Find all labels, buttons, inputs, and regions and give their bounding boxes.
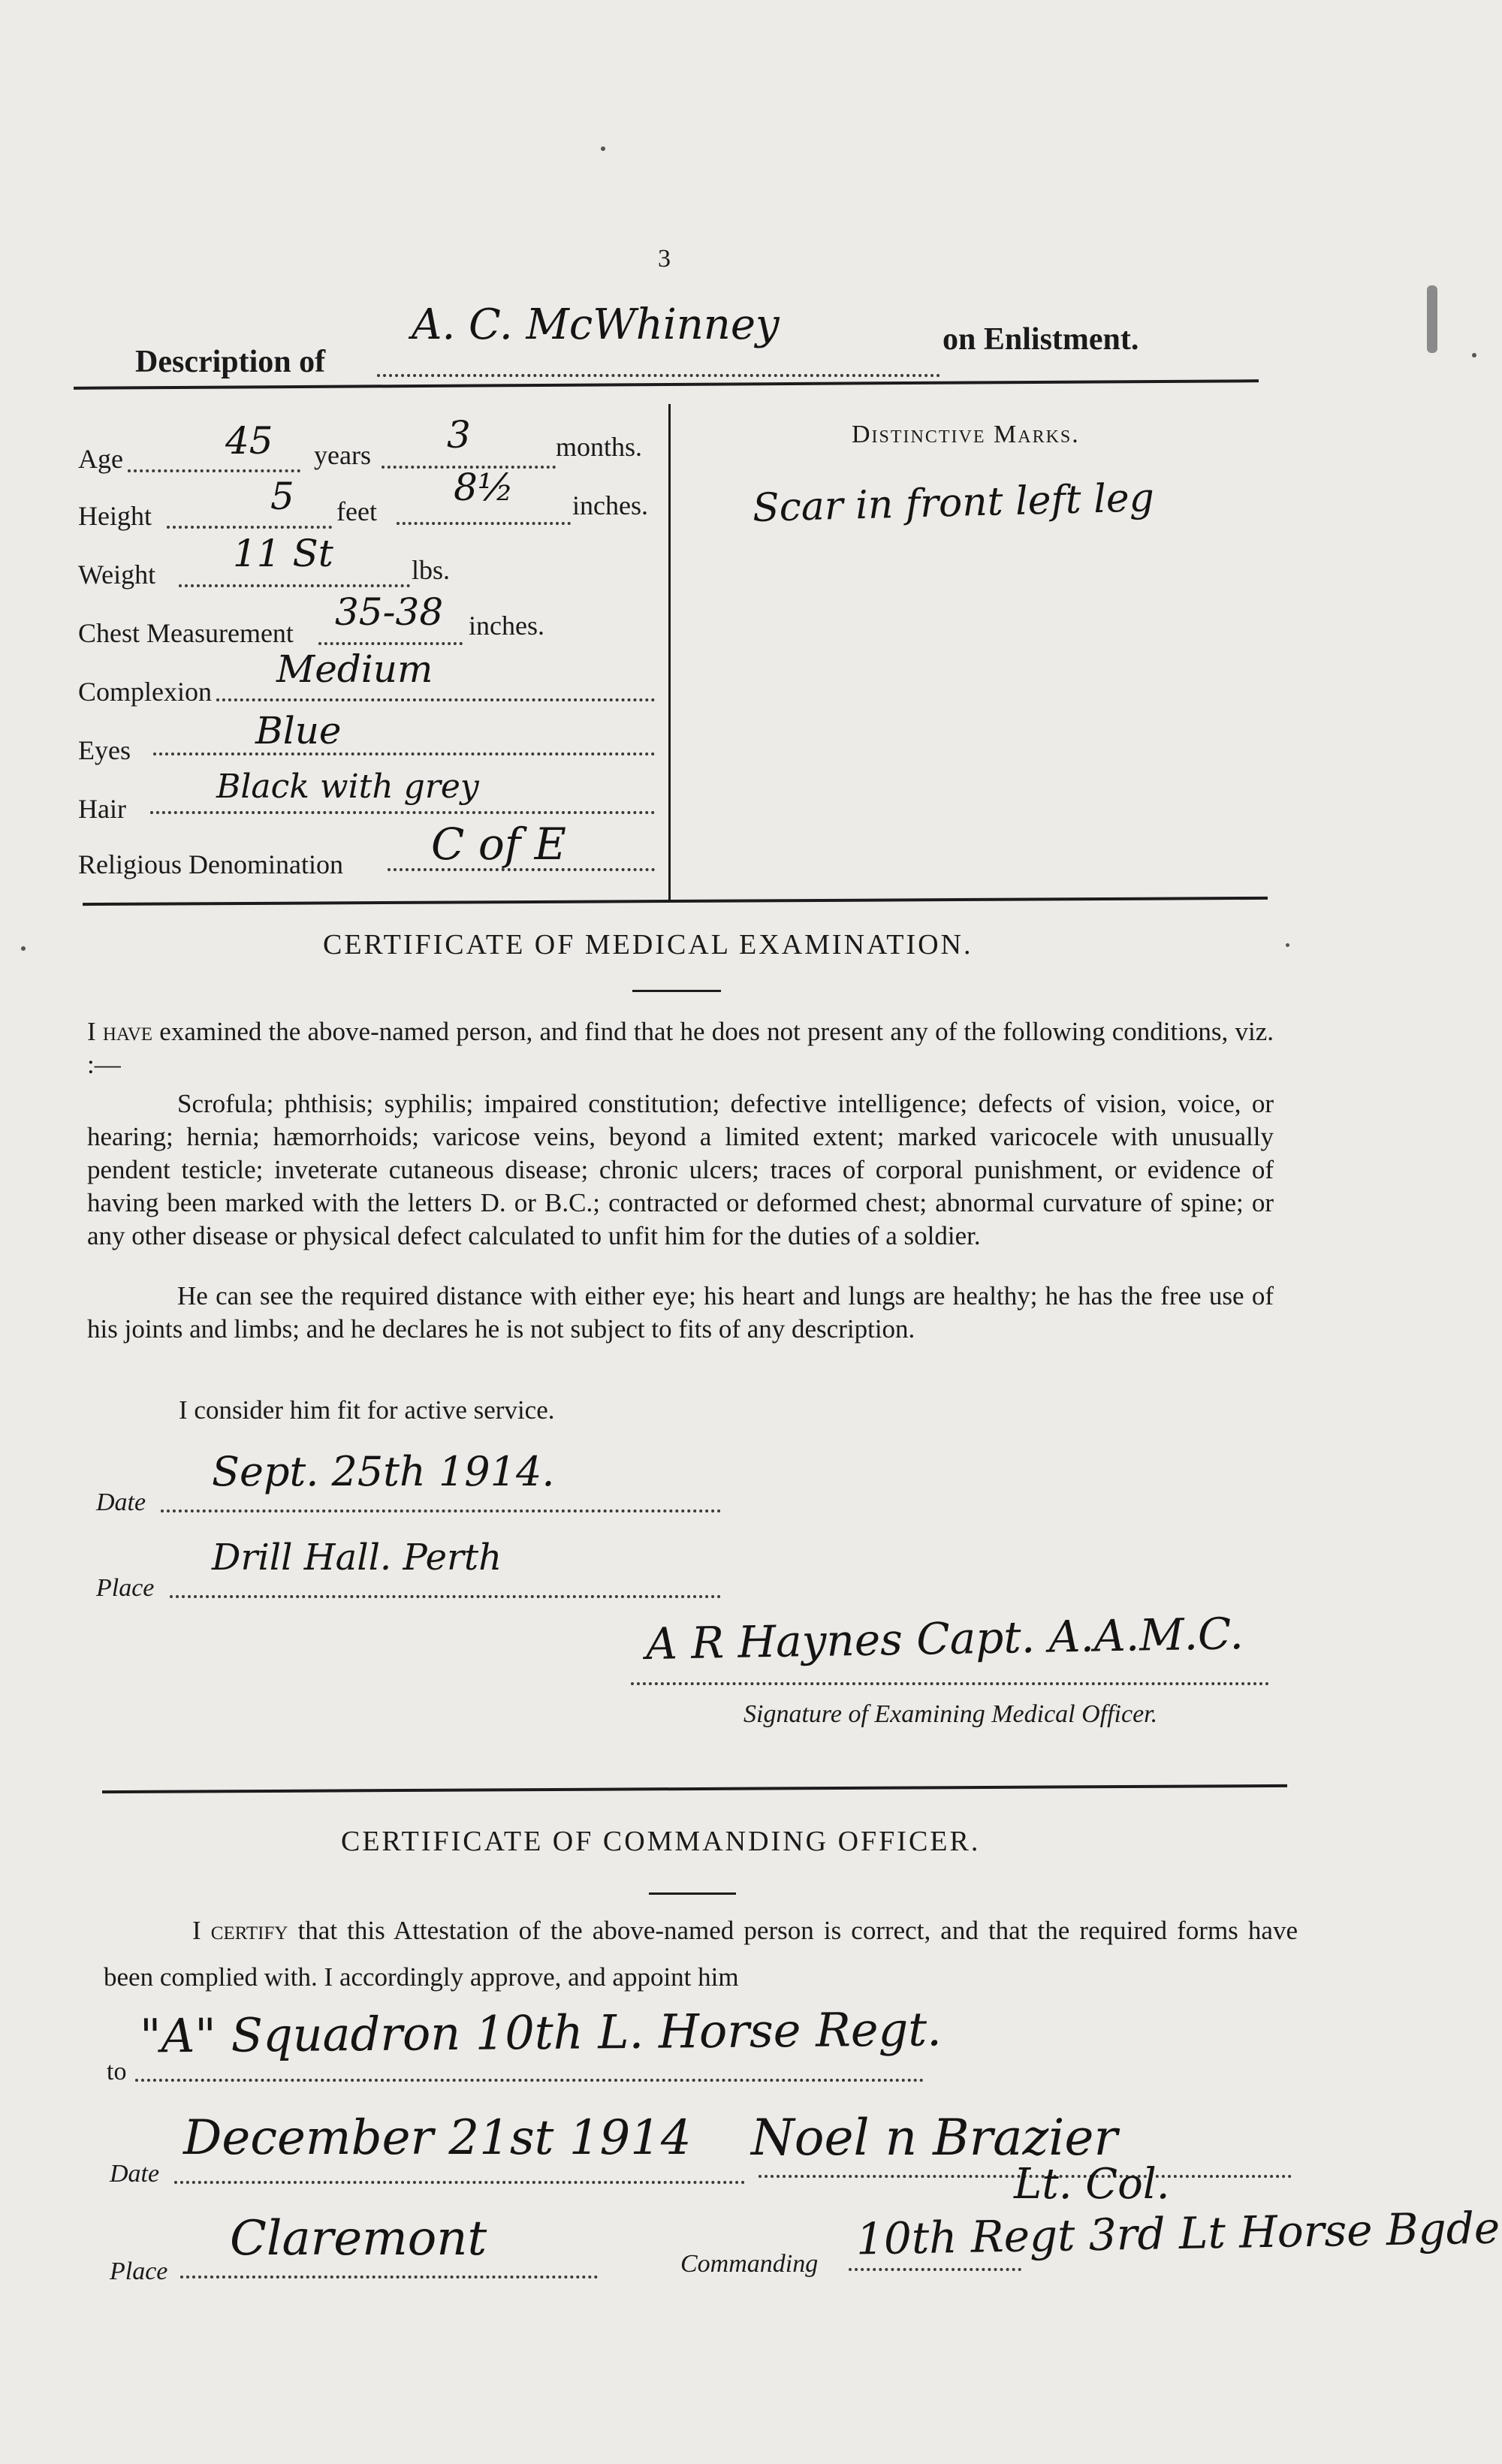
commanding-date-value: December 21st 1914 — [183, 2110, 692, 2166]
medical-heading-underline — [632, 990, 721, 992]
complexion-value: Medium — [276, 647, 433, 691]
eyes-dots — [153, 752, 655, 755]
hair-label: Hair — [78, 794, 126, 824]
commanding-value: 10th Regt 3rd Lt Horse Bgde — [855, 2202, 1500, 2265]
enlistee-name: A. C. McWhinney — [412, 300, 780, 349]
height-label: Height — [78, 501, 152, 531]
to-label: to — [107, 2058, 127, 2086]
chest-dots — [318, 642, 463, 645]
complexion-label: Complexion — [78, 677, 212, 707]
weight-dots — [179, 584, 410, 587]
complexion-dots — [216, 698, 655, 701]
weight-value: 11 St — [233, 532, 333, 575]
rule-medical — [83, 897, 1268, 906]
medical-date-dots — [161, 1509, 721, 1512]
age-years-dots — [128, 469, 300, 472]
age-months-value: 3 — [447, 413, 471, 457]
hair-dots — [150, 811, 655, 814]
to-value: "A" Squadron 10th L. Horse Regt. — [139, 2001, 943, 2064]
commanding-place-value: Claremont — [230, 2211, 487, 2266]
hair-value: Black with grey — [216, 768, 479, 806]
medical-place-label: Place — [96, 1574, 155, 1602]
scan-speck — [1286, 943, 1289, 947]
medical-signature-dots — [631, 1682, 1269, 1685]
medical-intro-lead: I have — [87, 1017, 153, 1046]
height-feet-dots — [167, 526, 332, 529]
commanding-officer-signature: Noel n Brazier — [751, 2109, 1118, 2167]
commanding-text-body: that this Attestation of the above-named person is correct, and that the required forms have been complied with. I accordingly approve, and appoint him — [104, 1916, 1298, 1992]
medical-intro — [87, 1015, 1274, 1081]
commanding-place-dots — [180, 2276, 598, 2279]
commanding-heading: CERTIFICATE OF COMMANDING OFFICER. — [341, 1826, 981, 1857]
column-divider — [668, 404, 671, 901]
commanding-place-label: Place — [110, 2257, 168, 2285]
commanding-heading-underline — [649, 1892, 736, 1895]
scan-edge-mark — [1427, 285, 1437, 353]
lbs-label: lbs. — [412, 555, 451, 585]
page-number: 3 — [658, 245, 671, 273]
medical-conditions: Scrofula; phthisis; syphilis; impaired constitution; defective intelligence; defects of vision, voice, or hearing; hernia; hæmorrhoids; varicose veins, beyond a limited extent; marked varicocele with unusually pendent testicle; inveterate cutaneous disease; chronic ulcers; traces of corporal punishment, or evidence of having been marked with the letters D. or B.C.; contracted or deformed chest; abnormal curvature of spine; or any other disease or physical defect calculated to unfit him for the duties of a soldier. — [87, 1089, 1274, 1250]
religion-label: Religious Denomination — [78, 849, 343, 879]
chest-label: Chest Measurement — [78, 618, 294, 648]
description-prefix: Description of — [135, 345, 326, 379]
medical-place-value: Drill Hall. Perth — [212, 1537, 502, 1579]
age-years-value: 45 — [225, 419, 273, 463]
to-dots — [135, 2079, 924, 2082]
feet-label: feet — [336, 496, 377, 526]
rule-commanding — [102, 1784, 1287, 1793]
height-inches-value: 8½ — [454, 466, 514, 509]
eyes-label: Eyes — [78, 735, 131, 765]
medical-fit: I consider him fit for active service. — [179, 1395, 555, 1425]
medical-date-label: Date — [96, 1488, 146, 1516]
height-feet-value: 5 — [270, 475, 294, 518]
inches-label: inches. — [572, 490, 648, 520]
chest-value: 35-38 — [335, 590, 444, 634]
scan-speck — [21, 946, 26, 951]
medical-heading: CERTIFICATE OF MEDICAL EXAMINATION. — [323, 929, 973, 961]
commanding-label: Commanding — [680, 2250, 819, 2278]
chest-inches-label: inches. — [469, 611, 544, 641]
medical-date-value: Sept. 25th 1914. — [212, 1448, 555, 1495]
commanding-text — [104, 1908, 1298, 2001]
age-label: Age — [78, 444, 123, 474]
scan-speck — [1472, 353, 1476, 357]
height-inches-dots — [397, 522, 571, 525]
distinctive-marks-value: Scar in front left leg — [752, 475, 1155, 531]
medical-sight: He can see the required distance with either eye; his heart and lungs are healthy; he has the free use of his joints and limbs; and he declares he is not subject to fits of any description. — [87, 1281, 1274, 1344]
name-dotted-line — [377, 374, 940, 377]
medical-intro-text: examined the above-named person, and find that he does not present any of the following conditions, viz. :— — [87, 1017, 1274, 1079]
commanding-certify: I certify — [192, 1916, 288, 1945]
top-rule — [74, 379, 1259, 390]
eyes-value: Blue — [255, 709, 342, 752]
commanding-date-dots — [174, 2181, 745, 2184]
commanding-date-label: Date — [110, 2160, 160, 2188]
years-label: years — [314, 440, 371, 470]
distinctive-marks-heading: Distinctive Marks. — [852, 421, 1080, 448]
description-suffix: on Enlistment. — [943, 322, 1139, 357]
medical-signature-label: Signature of Examining Medical Officer. — [743, 1700, 1158, 1728]
scan-speck — [601, 146, 605, 151]
medical-officer-signature: A R Haynes Capt. A.A.M.C. — [645, 1608, 1244, 1669]
weight-label: Weight — [78, 559, 156, 590]
months-label: months. — [556, 432, 643, 462]
medical-place-dots — [170, 1595, 721, 1598]
commanding-officer-rank: Lt. Col. — [1014, 2160, 1170, 2209]
commanding-dots — [849, 2268, 1021, 2271]
religion-value: C of E — [431, 819, 566, 870]
